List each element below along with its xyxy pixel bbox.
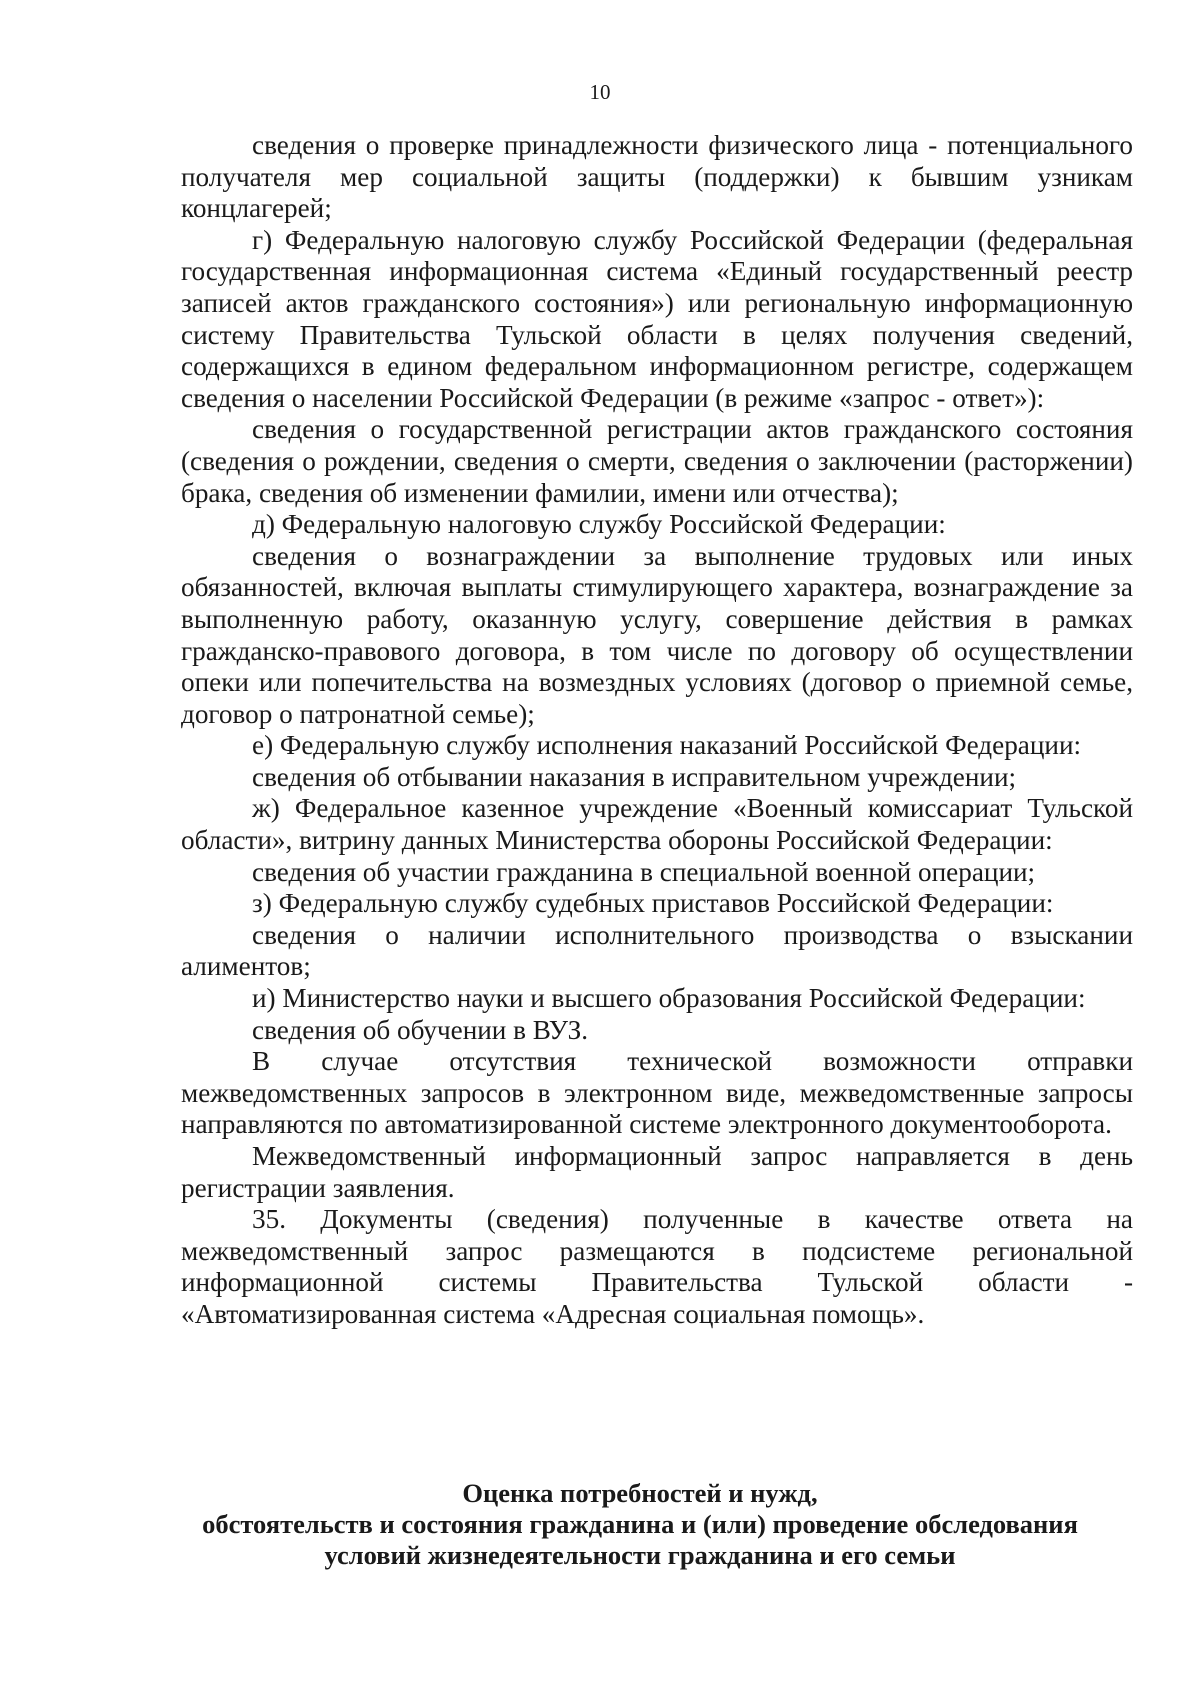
paragraph: сведения об отбывании наказания в исправительном учреждении; — [252, 761, 1017, 792]
page-number: 10 — [589, 80, 611, 104]
paragraph: и) Министерство науки и высшего образования Российской Федерации: — [252, 983, 1086, 1014]
paragraph: з) Федеральную службу судебных приставов Российской Федерации: — [252, 888, 1054, 919]
paragraph: 35. Документы (сведения) полученные в качестве ответа на межведомственный запрос размещаются в подсистеме региональной информационной системы Правительства Тульской области - «Автоматизированная система «Адресная социальная помощь». — [181, 1204, 1133, 1329]
paragraph: сведения о наличии исполнительного производства о взыскании алиментов; — [181, 919, 1133, 982]
heading-line: Оценка потребностей и нужд, — [462, 1478, 818, 1508]
paragraph: сведения о проверке принадлежности физического лица - потенциального получателя мер социальной защиты (поддержки) к бывшим узникам концлагерей; — [181, 130, 1133, 224]
document-body — [181, 130, 1133, 1331]
paragraph: ж) Федеральное казенное учреждение «Военный комиссариат Тульской области», витрину данных Министерства обороны Российской Федерации: — [181, 793, 1133, 856]
paragraph: е) Федеральную службу исполнения наказаний Российской Федерации: — [252, 730, 1082, 761]
paragraph: г) Федеральную налоговую службу Российской Федерации (федеральная государственная информационная система «Единый государственный реестр записей актов гражданского состояния») или региональную информационную систему Правительства Тульской области в целях получения сведений, содержащихся в едином федеральном информационном регистре, содержащем сведения о населении Российской Федерации (в режиме «запрос - ответ»): — [181, 224, 1133, 413]
heading-line: обстоятельств и состояния гражданина и (или) проведение обследования — [202, 1509, 1078, 1539]
paragraph: Межведомственный информационный запрос направляется в день регистрации заявления. — [181, 1141, 1133, 1203]
paragraph: д) Федеральную налоговую службу Российской Федерации: — [252, 509, 946, 540]
paragraph: сведения об участии гражданина в специальной военной операции; — [252, 856, 1036, 887]
heading-line: условий жизнедеятельности гражданина и его семьи — [324, 1540, 956, 1570]
paragraph: сведения о вознаграждении за выполнение трудовых или иных обязанностей, включая выплаты стимулирующего характера, вознаграждение за выполненную работу, оказанную услугу, совершение действия в рамках гражданско-правового договора, в том числе по договору об осуществлении опеки или попечительства на возмездных условиях (договор о приемной семье, договор о патронатной семье); — [181, 540, 1133, 729]
section-heading — [150, 1478, 1130, 1571]
paragraph: сведения об обучении в ВУЗ. — [252, 1014, 589, 1045]
paragraph: сведения о государственной регистрации актов гражданского состояния (сведения о рождении, сведения о смерти, сведения о заключении (расторжении) брака, сведения об изменении фамилии, имени или отчества); — [181, 414, 1133, 508]
paragraph: В случае отсутствия технической возможности отправки межведомственных запросов в электронном виде, межведомственные запросы направляются по автоматизированной системе электронного документооборота. — [181, 1046, 1133, 1140]
